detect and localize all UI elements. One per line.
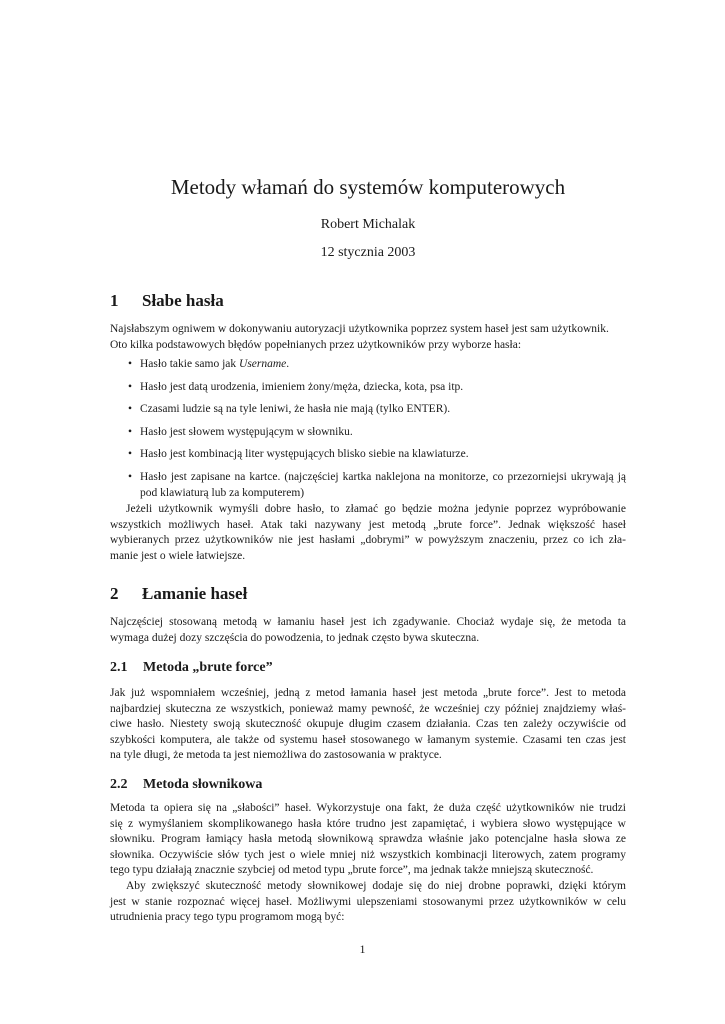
section-number: 1 [110, 291, 119, 310]
text-line: manie jest o wiele łatwiejsze. [110, 549, 246, 562]
text-line: najbardziej skuteczna ze wszystkich, ponieważ mamy pewność, że wcześniej czy później znajdziemy właś- [110, 702, 626, 715]
subsection-2-2-heading [110, 777, 262, 793]
bullet-icon: • [128, 425, 133, 438]
bullet-icon: • [128, 403, 133, 416]
subsection-2-1-body [110, 686, 626, 764]
list-item: • Hasło jest kombinacją liter występujących blisko siebie na klawiaturze. [110, 447, 626, 463]
subsection-2-1-heading [110, 660, 273, 676]
text-line: na tyle długi, że metoda ta jest niemożliwa do zastosowania w praktyce. [110, 749, 442, 762]
document-title: Metody włamań do systemów komputerowych [170, 175, 566, 199]
text-line: wszystkich możliwych haseł. Atak taki nazywany jest metodą „brute force”. Jednak większość haseł [110, 518, 626, 531]
text-line: wybieranych przez użytkowników nie jest hasłami „dobrymi” w powyższym znaczeniu, przez co ich zła- [110, 534, 626, 547]
text-line: ciwe hasło. Niestety swoją skuteczność okupuje długim czasem działania. Czas ten zależy oczywiście od [110, 718, 626, 731]
section-1-intro [110, 322, 626, 353]
subsection-title: Metoda „brute force” [143, 660, 273, 675]
text-line: jest w stanie rozpoznać więcej haseł. Możliwymi ulepszeniami stosowanymi przez użytkowników w celu [110, 895, 626, 908]
section-1-closing [110, 502, 626, 564]
text-line: Jak już wspomniałem wcześniej, jedną z metod łamania haseł jest metoda „brute force”. Jest to metoda [110, 687, 626, 699]
text-line: Oto kilka podstawowych błędów popełnianych przez użytkowników przy wyborze hasła: [110, 338, 522, 351]
list-item: • Czasami ludzie są na tyle leniwi, że hasła nie mają (tylko ENTER). [110, 402, 626, 418]
list-item: • Hasło jest słowem występującym w słowniku. [110, 425, 626, 441]
bullet-icon: • [128, 448, 133, 461]
subsection-title: Metoda słownikowa [143, 777, 263, 792]
bullet-icon: • [128, 380, 133, 393]
page-number: 1 [359, 942, 366, 956]
text-line: Metoda ta opiera się na „słabości” haseł. Wykorzystuje ona fakt, że duża część użytkowników nie trudzi [110, 802, 626, 814]
section-2-heading [110, 584, 247, 604]
document-date: 12 stycznia 2003 [320, 245, 416, 260]
section-1-heading [110, 291, 224, 311]
text-line: tego typu działają znacznie szybciej od metod typu „brute force”, ma jednak także mniejszą skuteczność. [110, 864, 594, 877]
subsection-2-2-body [110, 801, 626, 926]
bullet-icon: • [128, 358, 133, 370]
text-line: Aby zwiększyć skuteczność metody słownikowej dodaje się do niej drobne poprawki, dzięki którym [126, 879, 626, 892]
document-author: Robert Michalak [320, 217, 416, 232]
subsection-number: 2.2 [110, 777, 128, 792]
list-item: • Hasło takie samo jak Username. [110, 357, 626, 373]
text-line: utrudnienia pracy tego typu programom mogą być: [110, 911, 345, 924]
section-2-intro [110, 615, 626, 646]
text-line: Jeżeli użytkownik wymyśli dobre hasło, to złamać go będzie można jedynie poprzez wypróbowanie [126, 503, 626, 515]
list-item: • Hasło jest datą urodzenia, imieniem żony/męża, dziecka, kota, psa itp. [110, 380, 626, 396]
section-title: Łamanie haseł [142, 584, 248, 603]
list-item: • Hasło jest zapisane na kartce. (najczęściej kartka naklejona na monitorze, co przezorniejsi ukrywają ją pod klawiaturą lub za komputerem) [128, 470, 626, 499]
text-line: Najsłabszym ogniwem w dokonywaniu autoryzacji użytkownika poprzez system haseł jest sam użytkownik. [110, 323, 609, 335]
text-line: wymaga dużej dozy szczęścia do powodzenia, to jednak często bywa skuteczna. [110, 631, 480, 644]
section-number: 2 [110, 584, 119, 603]
text-line: słowniku. Program łamiący hasła metodą słownikową sprawdza właśnie jako potencjalne hasła słowa ze [110, 833, 626, 846]
text-line: szybkości komputera, ale także od systemu haseł stosowanego w łamanym systemie. Czasami ten czas jest [110, 733, 626, 746]
text-line: Najczęściej stosowaną metodą w łamaniu haseł jest ich zgadywanie. Chociaż wydaje się, że metoda ta [110, 616, 626, 628]
text-line: słownika. Oczywiście słów tych jest o wiele mniej niż wszystkich kombinacji literowych, zatem programy [110, 848, 626, 861]
section-title: Słabe hasła [142, 291, 224, 310]
text-line: się z wymyślaniem skomplikowanego hasła które trudno jest zapamiętać, i wybiera słowo występujące w [110, 817, 626, 830]
weak-password-list [110, 357, 626, 508]
subsection-number: 2.1 [110, 660, 128, 675]
bullet-icon: • [128, 470, 133, 483]
